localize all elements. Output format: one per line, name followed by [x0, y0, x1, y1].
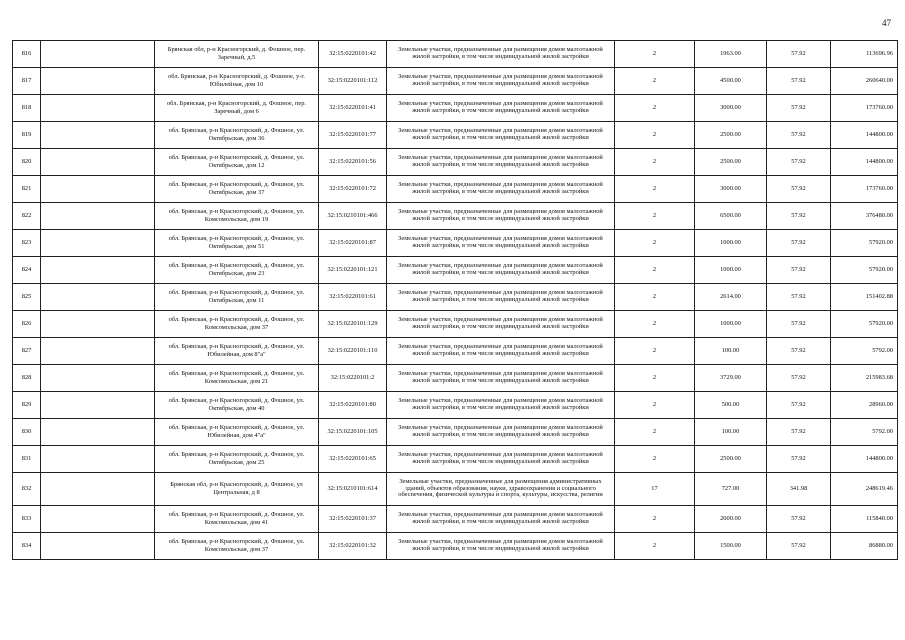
table-row: [13, 68, 898, 95]
land-purpose-cell: Земельные участки, предназначенные для размещения домов малоэтажной жилой застройки, в том числе индивидуальной жилой застройки: [387, 284, 615, 311]
table-row: [13, 284, 898, 311]
row-number-cell: 825: [13, 284, 41, 311]
row-number-cell: 821: [13, 176, 41, 203]
table-row: [13, 365, 898, 392]
cadastral-number-cell: 32:15:0220101:41: [319, 95, 387, 122]
cadastral-number-cell: 32:15:0220101:105: [319, 419, 387, 446]
address-cell: обл. Брянская, р-н Красногорский, д. Фошное, ул. Комсомольская, дом 21: [155, 365, 319, 392]
rate-cell: 57.92: [767, 149, 831, 176]
cadastral-value-cell: 260640.00: [831, 68, 898, 95]
cadastral-value-cell: 57920.00: [831, 230, 898, 257]
area-cell: 4500.00: [695, 68, 767, 95]
rate-cell: 57.92: [767, 392, 831, 419]
table-row: [13, 257, 898, 284]
land-purpose-cell: Земельные участки, предназначенные для размещения домов малоэтажной жилой застройки, в том числе индивидуальной жилой застройки: [387, 365, 615, 392]
cadastral-value-cell: 57920.00: [831, 311, 898, 338]
cadastral-number-cell: 32:15:0220101:87: [319, 230, 387, 257]
rate-cell: 57.92: [767, 446, 831, 473]
cadastral-value-cell: 115840.00: [831, 506, 898, 533]
rate-cell: 57.92: [767, 257, 831, 284]
table-row: [13, 149, 898, 176]
area-cell: 2500.00: [695, 446, 767, 473]
address-cell: обл. Брянская, р-н Красногорский, д. Фошное, ул. Комсомольская, дом 37: [155, 533, 319, 560]
cadastral-number-cell: 32:15:0220101:121: [319, 257, 387, 284]
blank-cell: [41, 203, 155, 230]
cadastral-value-cell: 144800.00: [831, 446, 898, 473]
group-code-cell: 2: [615, 176, 695, 203]
cadastral-value-cell: 5792.00: [831, 338, 898, 365]
cadastral-value-cell: 86880.00: [831, 533, 898, 560]
rate-cell: 57.92: [767, 533, 831, 560]
cadastral-number-cell: 32:15:0220101:129: [319, 311, 387, 338]
group-code-cell: 2: [615, 365, 695, 392]
land-purpose-cell: Земельные участки, предназначенные для размещения домов малоэтажной жилой застройки, в том числе индивидуальной жилой застройки: [387, 122, 615, 149]
area-cell: 500.00: [695, 392, 767, 419]
table-row: [13, 392, 898, 419]
address-cell: обл. Брянская, р-н Красногорский, д. Фошное, ул. Комсомольская, дом 37: [155, 311, 319, 338]
area-cell: 1000.00: [695, 230, 767, 257]
blank-cell: [41, 95, 155, 122]
address-cell: обл. Брянская, р-н Красногорский, д. Фошное, у-г. Юбилейная, дом 10: [155, 68, 319, 95]
cadastral-number-cell: 32:15:0210101:466: [319, 203, 387, 230]
blank-cell: [41, 284, 155, 311]
group-code-cell: 2: [615, 506, 695, 533]
row-number-cell: 826: [13, 311, 41, 338]
group-code-cell: 2: [615, 338, 695, 365]
blank-cell: [41, 149, 155, 176]
table-row: [13, 41, 898, 68]
rate-cell: 57.92: [767, 338, 831, 365]
blank-cell: [41, 392, 155, 419]
cadastral-number-cell: 32:15:0220101:37: [319, 506, 387, 533]
row-number-cell: 816: [13, 41, 41, 68]
address-cell: обл. Брянская, р-н Красногорский, д. Фошное, ул. Октябрьская, дом 12: [155, 149, 319, 176]
cadastral-value-cell: 173760.00: [831, 95, 898, 122]
row-number-cell: 827: [13, 338, 41, 365]
row-number-cell: 817: [13, 68, 41, 95]
cadastral-number-cell: 32:15:0220101:56: [319, 149, 387, 176]
table-row: [13, 203, 898, 230]
address-cell: обл. Брянская, р-н Красногорский, д. Фошное, пер. Заречный, дом 6: [155, 95, 319, 122]
group-code-cell: 2: [615, 446, 695, 473]
area-cell: 3000.00: [695, 176, 767, 203]
cadastral-value-cell: 173760.00: [831, 176, 898, 203]
address-cell: обл. Брянская, р-н Красногорский, д. Фошное, ул. Юбилейная, дом 4"а": [155, 419, 319, 446]
cadastral-number-cell: 32:15:0220101:110: [319, 338, 387, 365]
table-row: [13, 176, 898, 203]
row-number-cell: 820: [13, 149, 41, 176]
blank-cell: [41, 506, 155, 533]
rate-cell: 57.92: [767, 365, 831, 392]
blank-cell: [41, 365, 155, 392]
page-number: 47: [882, 18, 891, 28]
cadastral-value-cell: 144800.00: [831, 149, 898, 176]
land-purpose-cell: Земельные участки, предназначенные для размещения домов малоэтажной жилой застройки, в том числе индивидуальной жилой застройки: [387, 419, 615, 446]
group-code-cell: 2: [615, 149, 695, 176]
cadastral-value-cell: 57920.00: [831, 257, 898, 284]
row-number-cell: 822: [13, 203, 41, 230]
rate-cell: 57.92: [767, 176, 831, 203]
row-number-cell: 819: [13, 122, 41, 149]
rate-cell: 57.92: [767, 311, 831, 338]
cadastral-value-cell: 215983.68: [831, 365, 898, 392]
blank-cell: [41, 311, 155, 338]
row-number-cell: 830: [13, 419, 41, 446]
cadastral-number-cell: 32:15:0220101:42: [319, 41, 387, 68]
land-purpose-cell: Земельные участки, предназначенные для размещения домов малоэтажной жилой застройки, в том числе индивидуальной жилой застройки: [387, 149, 615, 176]
address-cell: обл. Брянская, р-н Красногорский, д. Фошное, ул. Октябрьская, дом 36: [155, 122, 319, 149]
group-code-cell: 2: [615, 392, 695, 419]
area-cell: 100.00: [695, 338, 767, 365]
group-code-cell: 2: [615, 122, 695, 149]
blank-cell: [41, 257, 155, 284]
land-purpose-cell: Земельные участки, предназначенные для размещения домов малоэтажной жилой застройки, в том числе индивидуальной жилой застройки: [387, 41, 615, 68]
table-row: [13, 230, 898, 257]
blank-cell: [41, 68, 155, 95]
area-cell: 2500.00: [695, 149, 767, 176]
land-purpose-cell: Земельные участки, предназначенные для размещения домов малоэтажной жилой застройки, в том числе индивидуальной жилой застройки: [387, 68, 615, 95]
blank-cell: [41, 473, 155, 506]
rate-cell: 57.92: [767, 506, 831, 533]
cadastral-number-cell: 32:15:0220101:2: [319, 365, 387, 392]
table-row: [13, 338, 898, 365]
group-code-cell: 2: [615, 311, 695, 338]
area-cell: 2500.00: [695, 122, 767, 149]
land-purpose-cell: Земельные участки, предназначенные для размещения домов малоэтажной жилой застройки, в том числе индивидуальной жилой застройки: [387, 338, 615, 365]
group-code-cell: 2: [615, 230, 695, 257]
rate-cell: 57.92: [767, 284, 831, 311]
cadastral-number-cell: 32:15:0220101:65: [319, 446, 387, 473]
land-purpose-cell: Земельные участки, предназначенные для размещения домов малоэтажной жилой застройки, в том числе индивидуальной жилой застройки: [387, 95, 615, 122]
land-purpose-cell: Земельные участки, предназначенные для размещения домов малоэтажной жилой застройки, в том числе индивидуальной жилой застройки: [387, 203, 615, 230]
group-code-cell: 2: [615, 419, 695, 446]
cadastral-value-cell: 28960.00: [831, 392, 898, 419]
rate-cell: 57.92: [767, 419, 831, 446]
table-row: [13, 419, 898, 446]
table-row: [13, 473, 898, 506]
address-cell: Брянская обл, р-н Красногорский, д. Фошное, ул Центральная, д 8: [155, 473, 319, 506]
cadastral-value-cell: 376480.00: [831, 203, 898, 230]
table-row: [13, 506, 898, 533]
blank-cell: [41, 230, 155, 257]
cadastral-number-cell: 32:15:0220101:112: [319, 68, 387, 95]
group-code-cell: 2: [615, 41, 695, 68]
address-cell: обл. Брянская, р-н Красногорский, д. Фошное, ул. Октябрьская, дом 37: [155, 176, 319, 203]
area-cell: 3000.00: [695, 95, 767, 122]
land-purpose-cell: Земельные участки, предназначенные для размещения домов малоэтажной жилой застройки, в том числе индивидуальной жилой застройки: [387, 533, 615, 560]
row-number-cell: 823: [13, 230, 41, 257]
table-row: [13, 533, 898, 560]
area-cell: 1000.00: [695, 257, 767, 284]
area-cell: 100.00: [695, 419, 767, 446]
row-number-cell: 818: [13, 95, 41, 122]
blank-cell: [41, 176, 155, 203]
row-number-cell: 833: [13, 506, 41, 533]
address-cell: обл. Брянская, р-н Красногорский, д. Фошное, ул. Октябрьская, дом 23: [155, 257, 319, 284]
area-cell: 3729.00: [695, 365, 767, 392]
rate-cell: 341.98: [767, 473, 831, 506]
land-purpose-cell: Земельные участки, предназначенные для размещения домов малоэтажной жилой застройки, в том числе индивидуальной жилой застройки: [387, 176, 615, 203]
rate-cell: 57.92: [767, 122, 831, 149]
row-number-cell: 832: [13, 473, 41, 506]
blank-cell: [41, 41, 155, 68]
group-code-cell: 2: [615, 95, 695, 122]
group-code-cell: 2: [615, 203, 695, 230]
area-cell: 1000.00: [695, 311, 767, 338]
row-number-cell: 824: [13, 257, 41, 284]
blank-cell: [41, 533, 155, 560]
cadastral-number-cell: 32:15:0220101:32: [319, 533, 387, 560]
table-body: [13, 41, 898, 560]
group-code-cell: 2: [615, 284, 695, 311]
row-number-cell: 831: [13, 446, 41, 473]
area-cell: 6500.00: [695, 203, 767, 230]
cadastral-value-cell: 5792.00: [831, 419, 898, 446]
cadastral-value-cell: 113696.96: [831, 41, 898, 68]
land-purpose-cell: Земельные участки, предназначенные для размещения домов малоэтажной жилой застройки, в том числе индивидуальной жилой застройки: [387, 230, 615, 257]
area-cell: 727.00: [695, 473, 767, 506]
address-cell: обл. Брянская, р-н Красногорский, д. Фошное, ул. Юбилейная, дом 8"а": [155, 338, 319, 365]
rate-cell: 57.92: [767, 95, 831, 122]
area-cell: 2000.00: [695, 506, 767, 533]
rate-cell: 57.92: [767, 203, 831, 230]
cadastral-value-cell: 151402.88: [831, 284, 898, 311]
table-row: [13, 311, 898, 338]
land-purpose-cell: Земельные участки, предназначенные для размещения домов малоэтажной жилой застройки, в том числе индивидуальной жилой застройки: [387, 311, 615, 338]
group-code-cell: 2: [615, 257, 695, 284]
address-cell: обл. Брянская, р-н Красногорский, д. Фошное, ул. Октябрьская, дом 40: [155, 392, 319, 419]
land-purpose-cell: Земельные участки, предназначенные для размещения административных зданий, объектов образования, науки, здравоохранения и социального обеспечения, физической культуры и спорта, культуры, искусства, религии: [387, 473, 615, 506]
rate-cell: 57.92: [767, 41, 831, 68]
address-cell: обл. Брянская, р-н Красногорский, д. Фошное, ул. Октябрьская, дом 11: [155, 284, 319, 311]
area-cell: 1500.00: [695, 533, 767, 560]
rate-cell: 57.92: [767, 68, 831, 95]
group-code-cell: 2: [615, 533, 695, 560]
address-cell: обл. Брянская, р-н Красногорский, д. Фошное, ул. Октябрьская, дом 51: [155, 230, 319, 257]
table-row: [13, 446, 898, 473]
land-purpose-cell: Земельные участки, предназначенные для размещения домов малоэтажной жилой застройки, в том числе индивидуальной жилой застройки: [387, 257, 615, 284]
blank-cell: [41, 419, 155, 446]
table-row: [13, 122, 898, 149]
area-cell: 2614.00: [695, 284, 767, 311]
blank-cell: [41, 122, 155, 149]
land-purpose-cell: Земельные участки, предназначенные для размещения домов малоэтажной жилой застройки, в том числе индивидуальной жилой застройки: [387, 446, 615, 473]
address-cell: обл. Брянская, р-н Красногорский, д. Фошное, ул. Комсомольская, дом 41: [155, 506, 319, 533]
group-code-cell: 17: [615, 473, 695, 506]
area-cell: 1963.00: [695, 41, 767, 68]
land-purpose-cell: Земельные участки, предназначенные для размещения домов малоэтажной жилой застройки, в том числе индивидуальной жилой застройки: [387, 392, 615, 419]
cadastral-number-cell: 32:15:0220101:61: [319, 284, 387, 311]
cadastral-value-cell: 144800.00: [831, 122, 898, 149]
blank-cell: [41, 446, 155, 473]
cadastral-value-cell: 248619.46: [831, 473, 898, 506]
cadastral-number-cell: 32:15:0220101:80: [319, 392, 387, 419]
row-number-cell: 828: [13, 365, 41, 392]
cadastral-number-cell: 32:15:0220101:72: [319, 176, 387, 203]
address-cell: обл. Брянская, р-н Красногорский, д. Фошное, ул. Октябрьская, дом 25: [155, 446, 319, 473]
group-code-cell: 2: [615, 68, 695, 95]
cadastral-number-cell: 32:15:0220101:77: [319, 122, 387, 149]
cadastral-number-cell: 32:15:0210101:614: [319, 473, 387, 506]
land-purpose-cell: Земельные участки, предназначенные для размещения домов малоэтажной жилой застройки, в том числе индивидуальной жилой застройки: [387, 506, 615, 533]
land-plots-table: [12, 40, 898, 560]
address-cell: Брянская обл, р-н Красногорский, д. Фошное, пер. Заречный, д.5: [155, 41, 319, 68]
row-number-cell: 834: [13, 533, 41, 560]
rate-cell: 57.92: [767, 230, 831, 257]
address-cell: обл. Брянская, р-н Красногорский, д. Фошное, ул. Комсомольская, дом 19: [155, 203, 319, 230]
table-row: [13, 95, 898, 122]
row-number-cell: 829: [13, 392, 41, 419]
blank-cell: [41, 338, 155, 365]
